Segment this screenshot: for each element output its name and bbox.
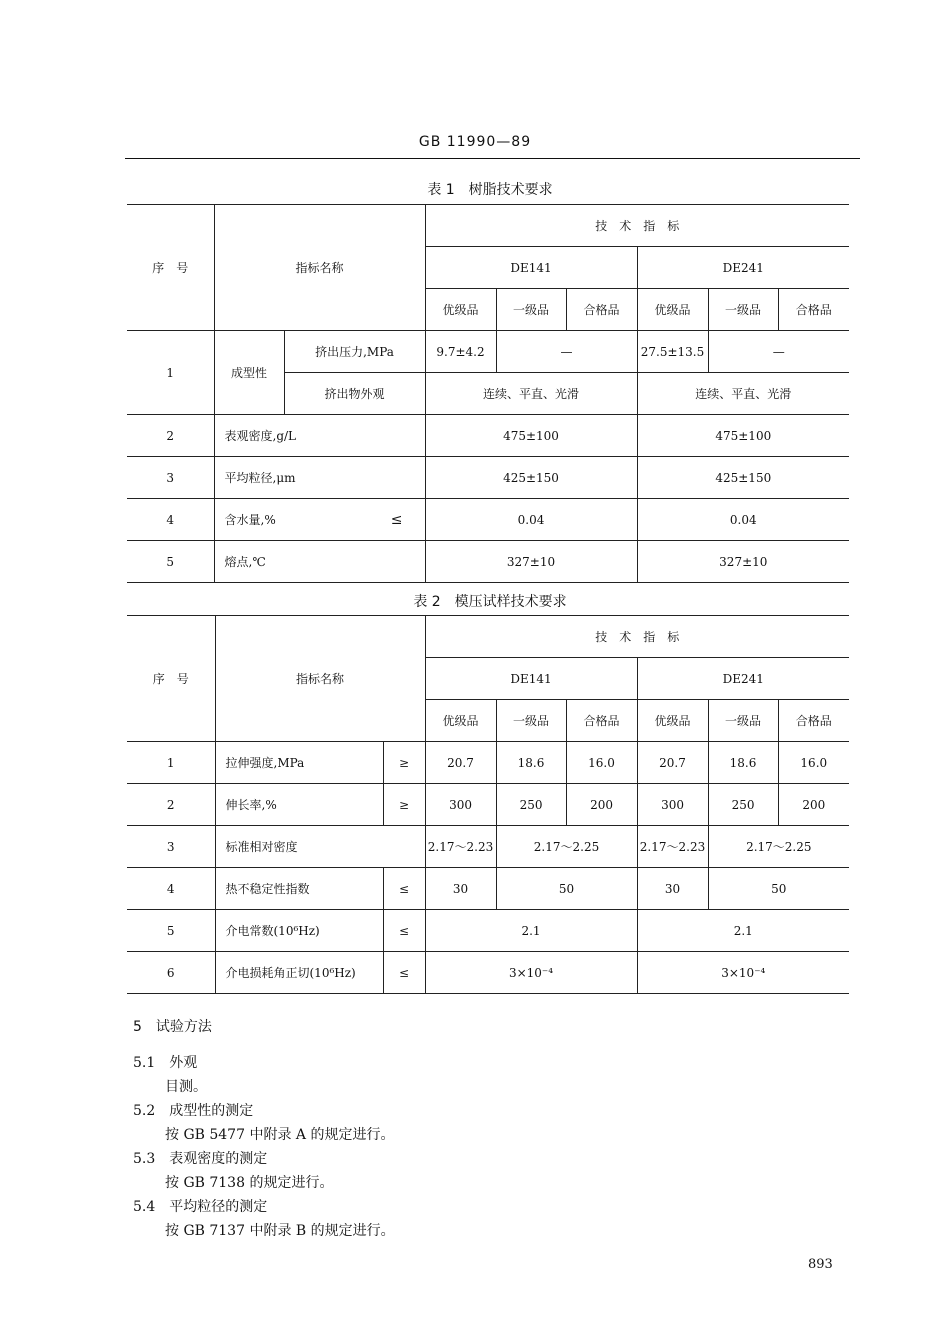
comparison-symbol: ≥ (383, 784, 425, 826)
subheader-quality: 一级品 (496, 700, 566, 742)
cell-value: 9.7±4.2 (425, 331, 496, 373)
row-name: 含水量,% (224, 513, 276, 527)
cell-value: 0.04 (637, 499, 849, 541)
comparison-symbol: ≥ (383, 742, 425, 784)
cell-value: 30 (425, 868, 496, 910)
subheader-quality: 优级品 (425, 289, 496, 331)
cell-value: 300 (425, 784, 496, 826)
header-tech-indicators: 技 术 指 标 (425, 616, 849, 658)
row-name: 表观密度,g/L (214, 415, 425, 457)
row-name: 伸长率,% (215, 784, 383, 826)
subheader-quality: 一级品 (496, 289, 566, 331)
table-row (127, 868, 849, 910)
row-name: 平均粒径,μm (214, 457, 425, 499)
header-indicator-name: 指标名称 (215, 616, 425, 742)
table1-resin-requirements (127, 204, 849, 583)
comparison-symbol: ≤ (390, 511, 403, 528)
table-row (127, 541, 849, 583)
row-name: 挤出物外观 (284, 373, 425, 415)
cell-value: 连续、平直、光滑 (425, 373, 637, 415)
cell-value: 200 (778, 784, 849, 826)
subheader-quality: 优级品 (637, 289, 708, 331)
cell-value: 18.6 (496, 742, 566, 784)
subsection-heading: 5.2 成型性的测定 (133, 1103, 254, 1119)
header-grade-de241: DE241 (637, 247, 849, 289)
cell-value: 16.0 (778, 742, 849, 784)
cell-value: 50 (496, 868, 637, 910)
table-row (127, 952, 849, 994)
cell-value: 18.6 (708, 742, 778, 784)
row-name: 介电损耗角正切(10⁶Hz) (215, 952, 383, 994)
row-seq: 1 (127, 331, 214, 415)
comparison-symbol: ≤ (383, 868, 425, 910)
cell-value: 425±150 (425, 457, 637, 499)
table-row (127, 499, 849, 541)
row-name: 热不稳定性指数 (215, 868, 383, 910)
section-title: 5 试验方法 (133, 1019, 212, 1035)
subsection-heading: 5.3 表观密度的测定 (133, 1151, 268, 1167)
subsection-text: 按 GB 5477 中附录 A 的规定进行。 (165, 1127, 395, 1143)
row-seq: 4 (127, 868, 215, 910)
cell-value: 425±150 (637, 457, 849, 499)
subheader-quality: 合格品 (778, 700, 849, 742)
subheader-quality: 合格品 (778, 289, 849, 331)
header-seq: 序 号 (127, 205, 214, 331)
cell-value: — (708, 331, 849, 373)
cell-value: 475±100 (425, 415, 637, 457)
table-row (127, 910, 849, 952)
header-seq: 序 号 (127, 616, 215, 742)
cell-value: 20.7 (637, 742, 708, 784)
cell-value: 0.04 (425, 499, 637, 541)
cell-value: 50 (708, 868, 849, 910)
cell-value: 327±10 (637, 541, 849, 583)
header-indicator-name: 指标名称 (214, 205, 425, 331)
subsection-heading: 5.1 外观 (133, 1055, 198, 1071)
subheader-quality: 一级品 (708, 289, 778, 331)
table2-caption: 表 2 模压试样技术要求 (413, 594, 567, 610)
cell-value: 3×10⁻⁴ (425, 952, 637, 994)
document-code: GB 11990—89 (418, 134, 532, 150)
cell-value: 27.5±13.5 (637, 331, 708, 373)
subheader-quality: 一级品 (708, 700, 778, 742)
header-tech-indicators: 技 术 指 标 (425, 205, 849, 247)
cell-value: 30 (637, 868, 708, 910)
subsection-text: 按 GB 7137 中附录 B 的规定进行。 (165, 1223, 395, 1239)
cell-value: 2.17～2.23 (637, 826, 708, 868)
row-seq: 5 (127, 910, 215, 952)
row-name-cell (214, 499, 425, 541)
cell-value: 327±10 (425, 541, 637, 583)
header-grade-de241: DE241 (637, 658, 849, 700)
row-seq: 6 (127, 952, 215, 994)
table2-molded-specimen-requirements (127, 615, 849, 994)
subheader-quality: 优级品 (637, 700, 708, 742)
subheader-quality: 合格品 (566, 700, 637, 742)
row-name: 介电常数(10⁶Hz) (215, 910, 383, 952)
comparison-symbol: ≤ (383, 910, 425, 952)
row-seq: 1 (127, 742, 215, 784)
cell-value: 200 (566, 784, 637, 826)
cell-value: 20.7 (425, 742, 496, 784)
cell-value: 16.0 (566, 742, 637, 784)
row-seq: 3 (127, 457, 214, 499)
cell-value: — (496, 331, 637, 373)
cell-value: 250 (708, 784, 778, 826)
table-row (127, 742, 849, 784)
header-rule (125, 158, 860, 159)
subheader-quality: 合格品 (566, 289, 637, 331)
header-grade-de141: DE141 (425, 658, 637, 700)
subsection-heading: 5.4 平均粒径的测定 (133, 1199, 268, 1215)
table-row (127, 415, 849, 457)
cell-value: 250 (496, 784, 566, 826)
cell-value: 3×10⁻⁴ (637, 952, 849, 994)
row-seq: 4 (127, 499, 214, 541)
cell-value: 2.17～2.25 (708, 826, 849, 868)
row-seq: 2 (127, 415, 214, 457)
table1-caption: 表 1 树脂技术要求 (427, 182, 553, 198)
row-seq: 2 (127, 784, 215, 826)
row-seq: 3 (127, 826, 215, 868)
cell-value: 2.17～2.23 (425, 826, 496, 868)
row-group-name: 成型性 (214, 331, 284, 415)
subsection-text: 按 GB 7138 的规定进行。 (165, 1175, 334, 1191)
cell-value: 2.1 (637, 910, 849, 952)
cell-value: 2.17～2.25 (496, 826, 637, 868)
row-name: 挤出压力,MPa (284, 331, 425, 373)
table-row (127, 331, 849, 373)
cell-value: 连续、平直、光滑 (637, 373, 849, 415)
table-row (127, 826, 849, 868)
row-name: 拉伸强度,MPa (215, 742, 383, 784)
subsection-text: 目测。 (165, 1079, 207, 1095)
table-row (127, 457, 849, 499)
comparison-symbol: ≤ (383, 952, 425, 994)
table-row (127, 784, 849, 826)
row-seq: 5 (127, 541, 214, 583)
row-name: 标准相对密度 (215, 826, 425, 868)
cell-value: 300 (637, 784, 708, 826)
page-number: 893 (808, 1257, 833, 1272)
row-name: 熔点,℃ (214, 541, 425, 583)
subheader-quality: 优级品 (425, 700, 496, 742)
cell-value: 2.1 (425, 910, 637, 952)
cell-value: 475±100 (637, 415, 849, 457)
header-grade-de141: DE141 (425, 247, 637, 289)
